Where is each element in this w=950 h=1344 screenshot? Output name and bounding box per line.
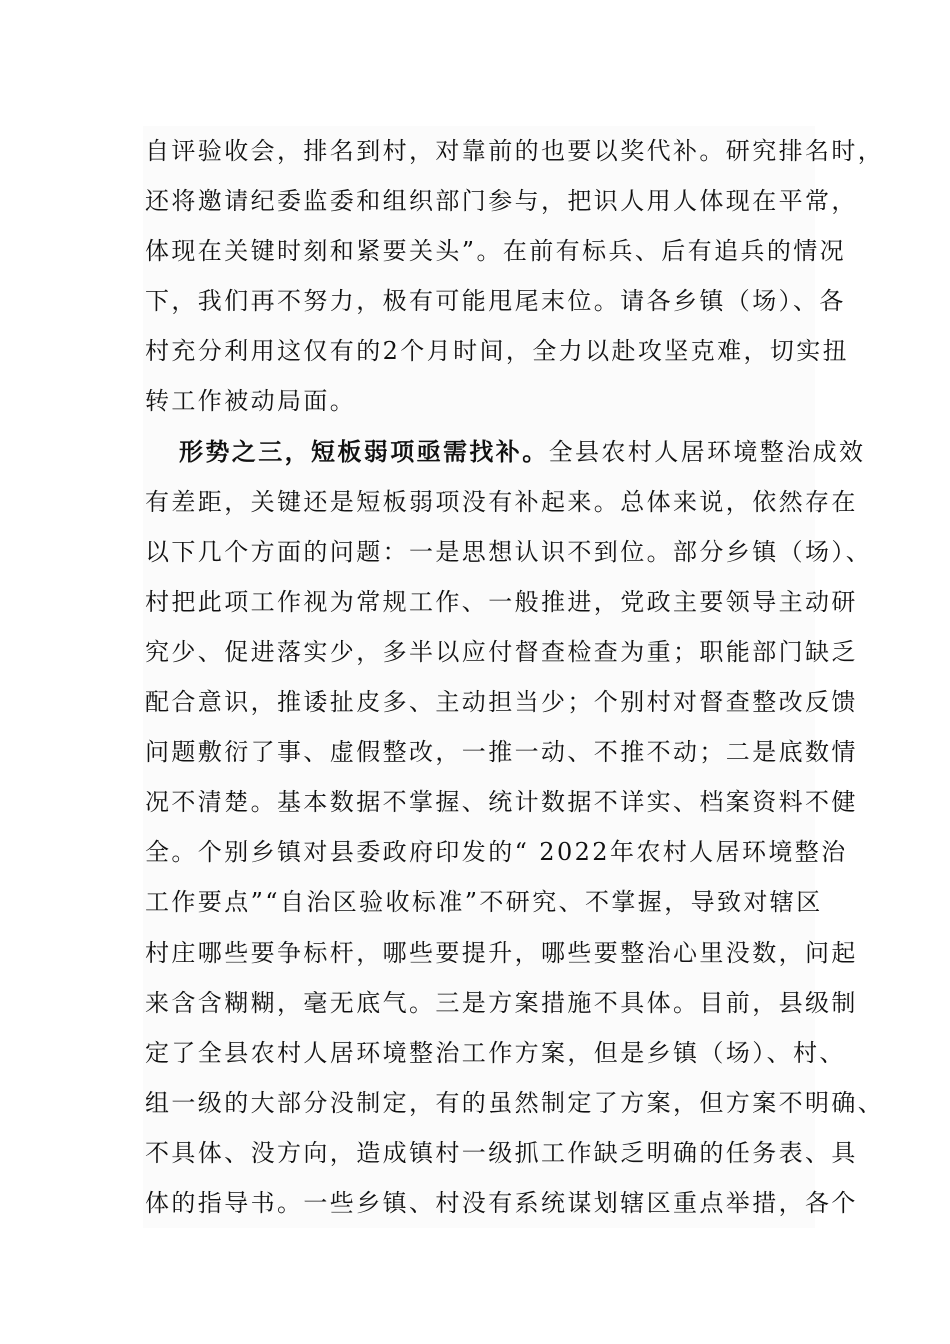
paragraph-line: 定了全县农村人居环境整治工作方案，但是乡镇（场）、村、 bbox=[145, 1038, 846, 1067]
paragraph-first-line bbox=[143, 427, 866, 477]
paragraph-line: 有差距，关键还是短板弱项没有补起来。总体来说，依然存在 bbox=[145, 487, 858, 516]
paragraph-line: 转工作被动局面。 bbox=[145, 387, 357, 416]
paragraph-line: 村把此项工作视为常规工作、一般推进，党政主要领导主动研 bbox=[145, 587, 858, 616]
paragraph-line: 不具体、没方向，造成镇村一级抓工作缺乏明确的任务表、具 bbox=[145, 1138, 858, 1167]
paragraph-line: 全。个别乡镇对县委政府印发的“ 2022年农村人居环境整治 bbox=[145, 838, 848, 867]
paragraph-line: 体现在关键时刻和紧要关头”。在前有标兵、后有追兵的情况 bbox=[145, 237, 847, 266]
paragraph-line: 体的指导书。一些乡镇、村没有系统谋划辖区重点举措，各个 bbox=[145, 1188, 858, 1217]
paragraph-line: 工作要点”“自治区验收标准”不研究、不掌握，导致对辖区 bbox=[145, 888, 823, 917]
paragraph-line: 组一级的大部分没制定，有的虽然制定了方案，但方案不明确、 bbox=[145, 1088, 885, 1117]
paragraph-line: 还将邀请纪委监委和组织部门参与，把识人用人体现在平常， bbox=[145, 187, 858, 216]
section-heading: 形势之三，短板弱项亟需找补。 bbox=[179, 436, 549, 466]
body-text bbox=[143, 126, 885, 1228]
paragraph-line: 况不清楚。基本数据不掌握、统计数据不详实、档案资料不健 bbox=[145, 788, 858, 817]
paragraph-line: 以下几个方面的问题：一是思想认识不到位。部分乡镇（场）、 bbox=[145, 537, 873, 566]
paragraph-line: 村充分利用这仅有的2个月时间，全力以赴攻坚克难，切实扭 bbox=[145, 337, 850, 366]
paragraph-line: 配合意识，推诿扯皮多、主动担当少；个别村对督查整改反馈 bbox=[145, 688, 858, 717]
paragraph-line: 究少、促进落实少，多半以应付督查检查为重；职能部门缺乏 bbox=[145, 637, 858, 666]
paragraph-text: 全县农村人居环境整治成效 bbox=[548, 437, 866, 466]
paragraph-line: 下，我们再不努力，极有可能甩尾末位。请各乡镇（场）、各 bbox=[145, 287, 846, 316]
paragraph-line: 村庄哪些要争标杆，哪些要提升，哪些要整治心里没数，问起 bbox=[145, 938, 858, 967]
paragraph-line: 问题敷衍了事、虚假整改，一推一动、不推不动；二是底数情 bbox=[145, 738, 858, 767]
paragraph-line: 来含含糊糊，毫无底气。三是方案措施不具体。目前，县级制 bbox=[145, 988, 858, 1017]
paragraph-line: 自评验收会，排名到村，对靠前的也要以奖代补。研究排名时， bbox=[145, 137, 885, 165]
